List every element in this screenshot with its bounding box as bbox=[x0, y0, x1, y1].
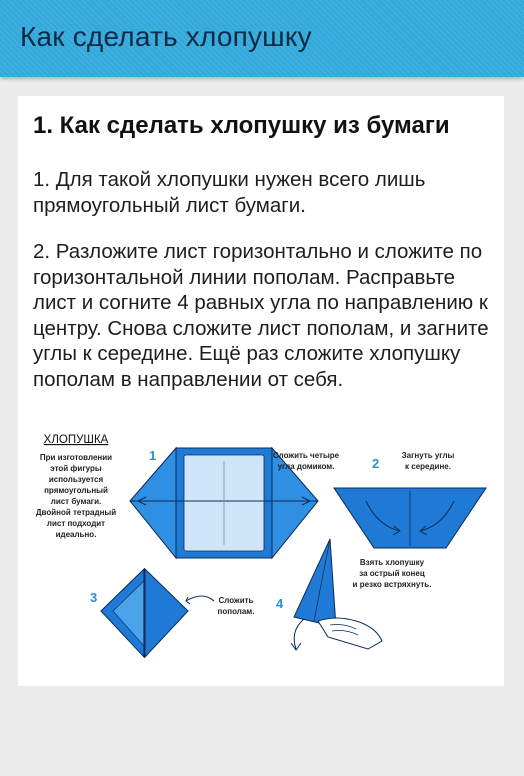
step-2-diagram bbox=[334, 488, 486, 548]
step-1-caption: угла домиком. bbox=[277, 462, 335, 471]
step-number-2: 2 bbox=[372, 456, 380, 471]
step-4-caption: за острый конец bbox=[359, 569, 425, 578]
intro-line: лист бумаги. bbox=[50, 497, 102, 506]
step-number-1: 1 bbox=[149, 448, 157, 463]
intro-line: используется bbox=[48, 475, 104, 484]
intro-line: Двойной тетрадный bbox=[35, 508, 117, 517]
intro-line: лист подходит bbox=[46, 519, 106, 528]
paragraph-step-2: 2. Разложите лист горизонтально и сложите по горизонтальной линии пополам. Расправьте лист и согните 4 равных угла по направлению к центру. Снова сложите лист пополам, и загните углы к середине. Ещё раз сложите хлопушку пополам в направлении от себя. bbox=[33, 240, 489, 391]
intro-line: идеально. bbox=[55, 530, 97, 539]
article-card bbox=[18, 96, 504, 686]
app-bar bbox=[0, 0, 524, 77]
intro-line: этой фигуры bbox=[50, 464, 102, 473]
step-2-caption: к середине. bbox=[405, 462, 451, 471]
step-number-4: 4 bbox=[276, 596, 284, 611]
paragraph-step-1: 1. Для такой хлопушки нужен всего лишь прямоугольный лист бумаги. bbox=[33, 168, 426, 217]
step-2-caption: Загнуть углы bbox=[401, 451, 455, 460]
figure-title: ХЛОПУШКА bbox=[43, 434, 109, 446]
step-4-diagram bbox=[291, 539, 382, 650]
step-1-caption: Сложить четыре bbox=[272, 451, 340, 460]
step-3-caption: пополам. bbox=[217, 607, 255, 616]
intro-line: прямоугольный bbox=[44, 486, 108, 495]
step-4-caption: Взять хлопушку bbox=[359, 558, 425, 567]
step-3-caption: Сложить bbox=[218, 596, 254, 605]
app-title: Как сделать хлопушку bbox=[20, 21, 312, 52]
step-number-3: 3 bbox=[90, 590, 98, 605]
step-3-diagram bbox=[101, 569, 214, 657]
instruction-illustration bbox=[18, 431, 504, 681]
step-4-caption: и резко встряхнуть. bbox=[352, 580, 432, 589]
article-heading: 1. Как сделать хлопушку из бумаги bbox=[33, 112, 450, 139]
intro-line: При изготовлении bbox=[39, 453, 113, 462]
